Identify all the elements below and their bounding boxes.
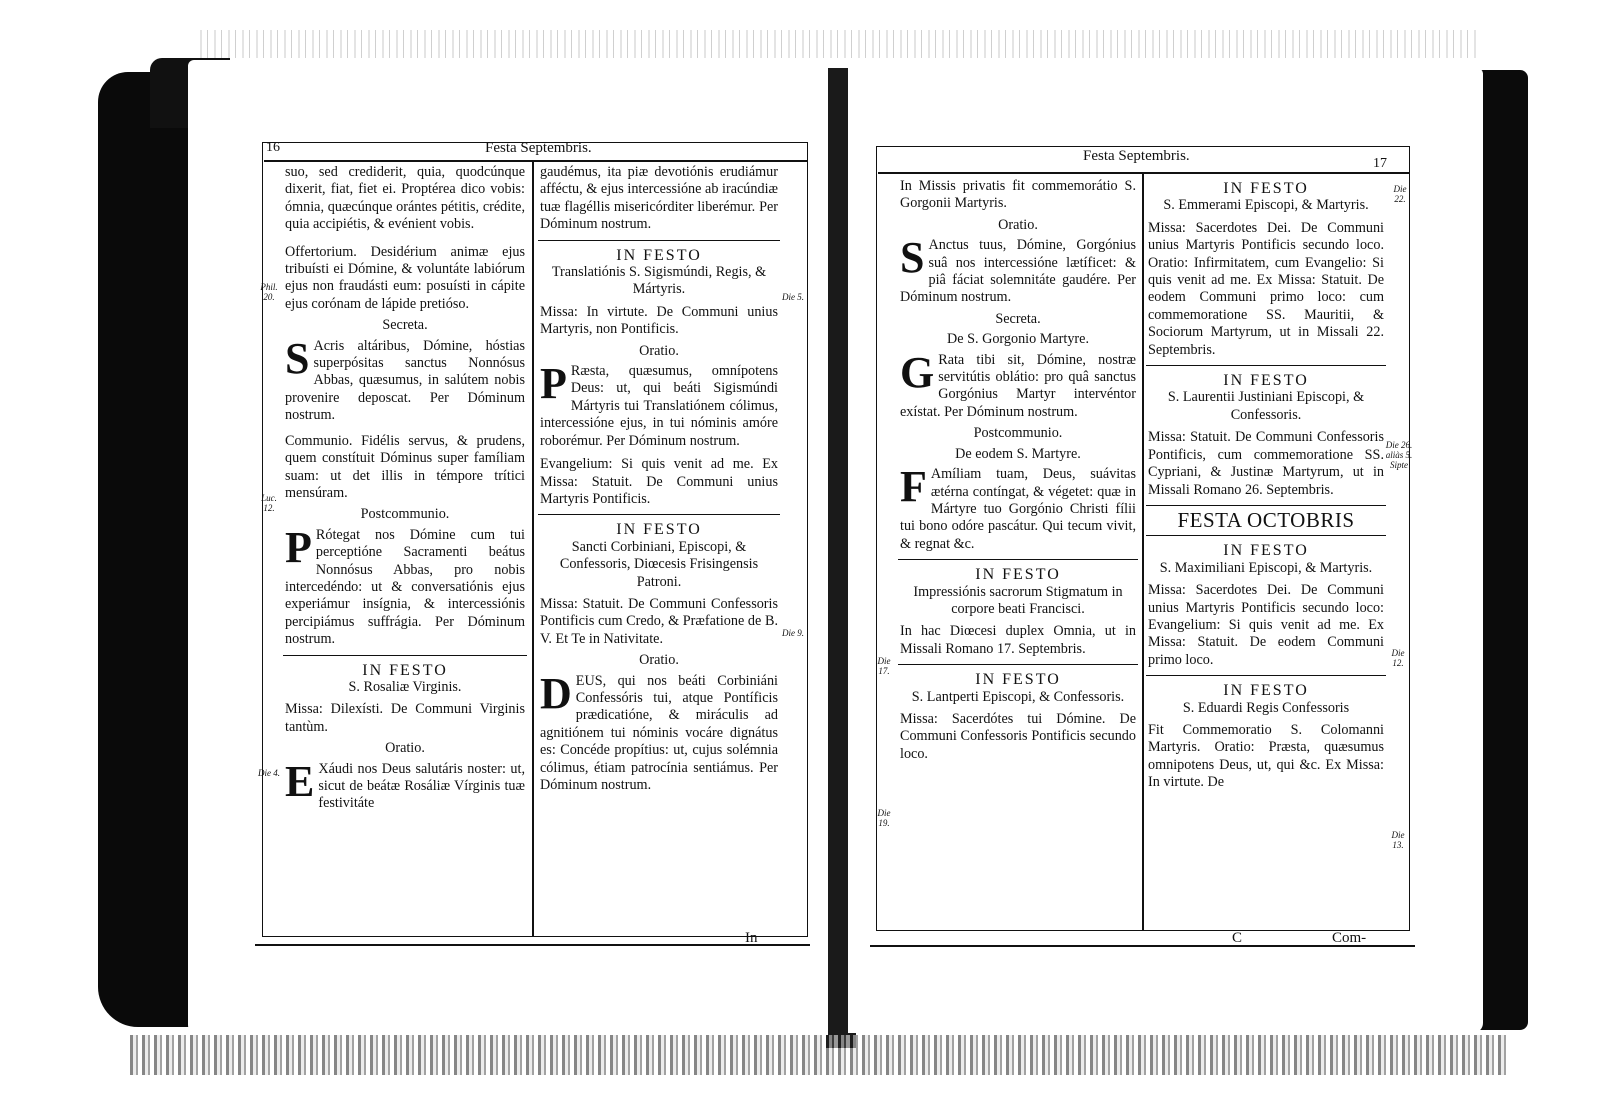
feast-subtitle: Impressiónis sacrorum Stigmatum in corpore beati Francisci. xyxy=(913,583,1123,617)
margin-note: Die 19. xyxy=(877,808,891,828)
left-head-rule xyxy=(264,160,808,162)
feast-heading: IN FESTO xyxy=(616,521,702,539)
oratio-title: Oratio. xyxy=(639,652,679,669)
right-column-rule xyxy=(1142,173,1144,931)
paragraph: EUS, qui nos beáti Corbiniáni Confessóris tui, atque Pontíficis prædicatióne, & miráculis ad agnitiónem tui nóminis vocáre dignátus es: Concéde propítius: ut, cujus solémnia cólimus, étiam patrocínia sentiámus. Per Dóminum nostrum. xyxy=(540,672,778,793)
paragraph: Missa: Sacerdotes Dei. De Communi unius Martyris Pontificis secundo loco: Evangelium: Si quis venit ad me. Ex Missa: Statuit. De eodem Communi primo loco. xyxy=(1148,582,1384,668)
drop-cap: S xyxy=(900,233,925,283)
right-column-2 xyxy=(1148,178,1384,796)
paragraph: Missa: In virtute. De Communi unius Martyris, non Pontificis. xyxy=(540,303,778,338)
section-rule xyxy=(1146,675,1386,676)
feast-heading: IN FESTO xyxy=(1223,542,1309,560)
feast-heading: IN FESTO xyxy=(362,661,448,679)
right-running-head: Festa Septembris. xyxy=(1083,148,1190,164)
feast-heading: IN FESTO xyxy=(616,246,702,264)
feast-subtitle: S. Laurentii Justiniani Episcopi, & Confessoris. xyxy=(1167,389,1365,423)
feast-subtitle: S. Rosaliæ Virginis. xyxy=(348,678,462,695)
drop-cap: S xyxy=(285,333,310,383)
right-column-1 xyxy=(900,178,1136,767)
margin-note: Die 13. xyxy=(1391,830,1405,850)
left-catchword: In xyxy=(745,930,758,946)
left-column-1 xyxy=(285,164,525,817)
drop-cap: E xyxy=(285,756,315,806)
paragraph: Amíliam tuam, Deus, suávitas ætérna contíngat, & végetet: quæ in Mártyre tuo Gorgónio Christi fílii tui bono odóre pascátur. Qui tecum vivit, & regnat &c. xyxy=(900,466,1136,552)
feast-subtitle: S. Emmerami Episcopi, & Martyris. xyxy=(1163,197,1369,214)
section-rule xyxy=(1146,505,1386,506)
feast-subtitle: Sancti Corbiniani, Episcopi, & Confessoris, Diœcesis Frisingensis Patroni. xyxy=(559,538,759,590)
page-edge-bottom xyxy=(130,1035,1510,1075)
paragraph: Missa: Dilexísti. De Communi Virginis tantùm. xyxy=(285,701,525,735)
section-rule xyxy=(898,664,1138,665)
evangelium-paragraph: Evangelium: Si quis venit ad me. Ex Missa: Statuit. De Communi unius Martyris Pontificis. xyxy=(540,456,778,507)
left-page-number: 16 xyxy=(266,140,280,155)
margin-note: Die 9. xyxy=(782,628,804,638)
right-head-rule xyxy=(878,172,1410,174)
left-running-head: Festa Septembris. xyxy=(485,140,592,156)
paragraph: Missa: Sacerdotes Dei. De Communi unius Martyris Pontificis secundo loco. Oratio: Infirmitatem, cum Evangelio: Si quis venit ad me. Ex Missa: Statuit. De eodem Communi primo loco: cum commemoratione SS. Mauritii, & Sociorum Martyrum, ut in Missali 22. Septembris. xyxy=(1148,219,1384,358)
oratio-title: Oratio. xyxy=(998,216,1038,233)
feast-heading: IN FESTO xyxy=(975,671,1061,689)
secreta-title: Secreta. xyxy=(382,317,428,334)
paragraph: Anctus tuus, Dómine, Gorgónius suâ nos intercessióne lætíficet: & piâ fáciat solemnitáte gaudére. Per Dóminum nostrum. xyxy=(900,237,1136,306)
oratio-title: Oratio. xyxy=(385,740,425,757)
feast-subtitle: Translatiónis S. Sigismúndi, Regis, & Mártyris. xyxy=(551,264,767,298)
feast-subtitle: S. Eduardi Regis Confessoris xyxy=(1182,699,1350,716)
paragraph: suo, sed crediderit, quia, quodcúnque dixerit, fiat, fiet ei. Proptérea dico vobis: ómnia, quæcúnque orántes pétitis, crédite, quia accipiétis, & evénient vobis. xyxy=(285,164,525,233)
drop-cap: D xyxy=(540,668,572,718)
section-rule xyxy=(538,514,780,515)
section-rule xyxy=(1146,535,1386,536)
section-rule xyxy=(283,655,527,656)
paragraph: Acris altáribus, Dómine, hóstias superpósitas sanctus Nonnósus Abbas, quæsumus, in salútem nobis provenire deposcat. Per Dóminum nostrum. xyxy=(285,337,525,424)
paragraph: Fit Commemoratio S. Colomanni Martyris. Oratio: Præsta, quæsumus omnipotens Deus, ut, qui &c. Ex Missa: In virtute. De xyxy=(1148,721,1384,791)
secreta-subtitle: De S. Gorgonio Martyre. xyxy=(947,331,1089,348)
drop-cap: G xyxy=(900,347,935,397)
postcommunio-subtitle: De eodem S. Martyre. xyxy=(955,445,1081,462)
secreta-title: Secreta. xyxy=(995,310,1041,327)
right-page-number: 17 xyxy=(1373,156,1387,171)
paragraph: Missa: Statuit. De Communi Confessoris Pontificis, cum commemoratione SS. Cypriani, & Justinæ Martyrum, ut in Missali Romano 26. Septembris. xyxy=(1148,429,1384,498)
postcommunio-title: Postcommunio. xyxy=(360,506,450,523)
right-catchword: Com- xyxy=(1332,930,1367,946)
feast-subtitle: S. Lantperti Episcopi, & Confessoris. xyxy=(911,688,1125,705)
feast-heading: IN FESTO xyxy=(1223,682,1309,700)
paragraph: Rótegat nos Dómine cum tui perceptióne Sacramenti beátus Nonnósus Abbas, pro nobis intercedéndo: ut & conversatiónis ejus experiámur insígnia, & intercessiónis percipiámus suffrágia. Per Dóminum nostrum. xyxy=(285,526,525,648)
feast-subtitle: S. Maximiliani Episcopi, & Martyris. xyxy=(1159,559,1373,576)
paragraph: gaudémus, ita piæ devotiónis erudiámur afféctu, & ejus intercessióne ab iracúndiæ tuæ flagéllis misericórditer liberémur. Per Dóminum nostrum. xyxy=(540,164,778,233)
paragraph: Rata tibi sit, Dómine, nostræ servitútis oblátio: pro quâ sanctus Gorgónius Martyr intervéntor exístat. Per Dóminum nostrum. xyxy=(900,351,1136,420)
paragraph: Missa: Sacerdótes tui Dómine. De Communi Confessoris Pontificis secundo loco. xyxy=(900,710,1136,762)
right-signature: C xyxy=(1232,930,1243,946)
paragraph: Ræsta, quæsumus, omnípotens Deus: ut, qui beáti Sigismúndi Mártyris tui Translatiónem cólimus, intercessióne ejus, in tui nóminis amóre roborémur. Per Dóminum nostrum. xyxy=(540,363,778,449)
margin-note: Luc. 12. xyxy=(261,493,277,513)
paragraph: Missa: Statuit. De Communi Confessoris Pontificis cum Credo, & Præfatione de B. V. Et Te in Nativitate. xyxy=(540,595,778,647)
margin-note: Die 22. xyxy=(1393,184,1407,204)
paragraph: In Missis privatis fit commemorátio S. Gorgonii Martyris. xyxy=(900,178,1136,212)
postcommunio-title: Postcommunio. xyxy=(973,425,1063,442)
drop-cap: P xyxy=(540,359,567,409)
margin-note: Die 12. xyxy=(1391,648,1405,668)
left-footer-rule xyxy=(255,944,810,946)
page-edge-top xyxy=(200,30,1480,58)
left-column-2 xyxy=(540,164,778,798)
left-column-rule xyxy=(532,161,534,937)
margin-note: Die 4. xyxy=(258,768,280,778)
margin-note: Die 5. xyxy=(782,292,804,302)
drop-cap: F xyxy=(900,462,927,512)
section-rule xyxy=(1146,365,1386,366)
section-rule xyxy=(538,240,780,241)
oratio-title: Oratio. xyxy=(639,342,679,359)
section-rule xyxy=(898,559,1138,560)
feast-heading: IN FESTO xyxy=(975,566,1061,584)
communio-paragraph: Communio. Fidélis servus, & prudens, quem constítuit Dóminus super famíliam suam: ut det illis in témpore trítici mensúram. xyxy=(285,432,525,501)
margin-note: Phil. 20. xyxy=(260,282,278,302)
paragraph: In hac Diœcesi duplex Omnia, ut in Missali Romano 17. Septembris. xyxy=(900,623,1136,657)
margin-note: Die 26. aliàs 5. Sipte xyxy=(1385,440,1413,470)
drop-cap: P xyxy=(285,522,312,572)
offertorium-paragraph: Offertorium. Desidérium animæ ejus tribuísti ei Dómine, & voluntáte labiórum ejus non fraudásti eum: posuísti in cápite ejus corónam de lápide pretióso. xyxy=(285,243,525,312)
book-cover-right xyxy=(1478,70,1528,1030)
feast-heading: IN FESTO xyxy=(1223,180,1309,197)
paragraph: Xáudi nos Deus salutáris noster: ut, sicut de beátæ Rosáliæ Vírginis tuæ festivitáte xyxy=(318,760,525,812)
margin-note: Die 17. xyxy=(877,656,891,676)
month-title: FESTA OCTOBRIS xyxy=(1177,507,1355,532)
feast-heading: IN FESTO xyxy=(1223,372,1309,390)
